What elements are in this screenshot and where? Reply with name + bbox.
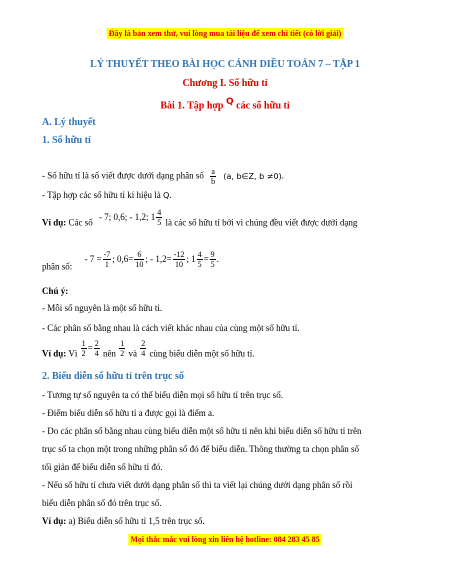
example-1-equations: - 7 = $\frac{-7}{1}$ ; 0,6= $\frac{6}{10}$ ; - 1,2= $\frac{-12}{10}$ ; 1 $\frac{4}{5}$ = $\frac{9}{5}$ . — [84, 250, 219, 269]
definition-rational: - Số hữu tỉ là số viết được dưới dạng phân số $\frac{a}{b}$ (a, b∈Z, b ≠0). — [42, 167, 284, 186]
note-label: Chú ý: — [42, 286, 69, 296]
note-2: - Các phân số bằng nhau là cách viết khác nhau của cùng một số hữu tỉ. — [42, 323, 300, 333]
example-3-text: a) Biểu diễn số hữu tỉ 1,5 trên trục số. — [68, 516, 205, 526]
example-3 — [42, 515, 205, 527]
paragraph-2: - Điểm biểu diễn số hữu tỉ a được gọi là điểm a. — [42, 408, 215, 418]
example-1-post: là các số hữu tỉ bởi vì chúng đều viết được dưới dạng — [165, 217, 358, 228]
lesson-title-suffix: các số hữu tỉ — [236, 100, 290, 112]
subsection-1-heading: 1. Số hữu tỉ — [42, 135, 91, 146]
example-2-fractions: $\frac{1}{2}$ = $\frac{2}{4}$ — [81, 339, 99, 358]
example-2: Ví dụ: Vì $\frac{1}{2}$ = $\frac{2}{4}$ nên $\frac{1}{2}$ và $\frac{2}{4}$ cùng biểu diễn một số hữu tỉ. — [42, 339, 255, 359]
note-1: - Mỗi số nguyên là một số hữu tỉ. — [42, 303, 163, 313]
lesson-title — [0, 96, 450, 112]
paragraph-4-line-2: biểu diễn phân số đó trên trục số. — [42, 498, 162, 508]
definition-condition: (a, b∈Z, b ≠0) — [223, 171, 282, 181]
example-2-label: Ví dụ: — [42, 348, 67, 359]
chapter-title: Chương I. Số hữu tỉ — [182, 78, 268, 89]
lesson-title-prefix: Bài 1. Tập hợp — [160, 100, 224, 112]
paragraph-3-line-1: - Do các phân số bằng nhau cùng biểu diễn một số hữu tỉ nên khi biểu diễn số hữu tỉ trên — [42, 426, 362, 436]
example-1-numbers: - 7; 0,6; - 1,2; 1 — [99, 211, 156, 222]
q-symbol: Q — [162, 191, 170, 200]
hotline-banner: Mọi thắc mắc vui lòng xin liên hệ hotline: 084 283 45 85 — [130, 535, 320, 544]
paragraph-1: - Tương tự số nguyên ta có thể biểu diễn mọi số hữu tỉ trên trục số. — [42, 390, 283, 400]
document-title: LÝ THUYẾT THEO BÀI HỌC CÁNH DIỀU TOÁN 7 – TẬP 1 — [90, 59, 360, 70]
definition-set: - Tập hợp các số hữu tỉ kí hiệu là Q. — [42, 190, 172, 200]
paragraph-4-line-1: - Nếu số hữu tỉ chưa viết dưới dạng phân số thì ta viết lại chúng dưới dạng phân số rồi — [42, 480, 353, 490]
example-1-line2-text: phân số: — [42, 261, 73, 272]
example-1-label: Ví dụ: — [42, 217, 67, 228]
subsection-2-heading: 2. Biểu diễn số hữu tỉ trên trục số — [42, 371, 184, 382]
preview-banner: Đây là bản xem thử, vui lòng mua tài liệu để xem chi tiết (có lời giải) — [108, 29, 342, 38]
example-1-line2 — [42, 250, 219, 277]
fraction-4-5: $\frac{4}{5}$ — [157, 208, 162, 227]
example-1-pre: Các số — [68, 217, 93, 228]
rational-set-q-icon: Q — [226, 97, 234, 107]
definition-set-text: - Tập hợp các số hữu tỉ kí hiệu là — [42, 190, 161, 200]
fraction-a-over-b: $\frac{a}{b}$ — [211, 167, 216, 186]
section-a-heading: A. Lý thuyết — [42, 117, 96, 128]
definition-text: - Số hữu tỉ là số viết được dưới dạng phân số — [42, 170, 204, 181]
paragraph-3-line-3: tối giản để biểu diễn số hữu tỉ đó. — [42, 462, 163, 472]
example-3-label: Ví dụ: — [42, 516, 67, 526]
example-1 — [42, 208, 358, 233]
paragraph-3-line-2: trục số ta chọn một trong những phân số đó để biểu diễn. Thông thường ta chọn phân số — [42, 444, 360, 454]
